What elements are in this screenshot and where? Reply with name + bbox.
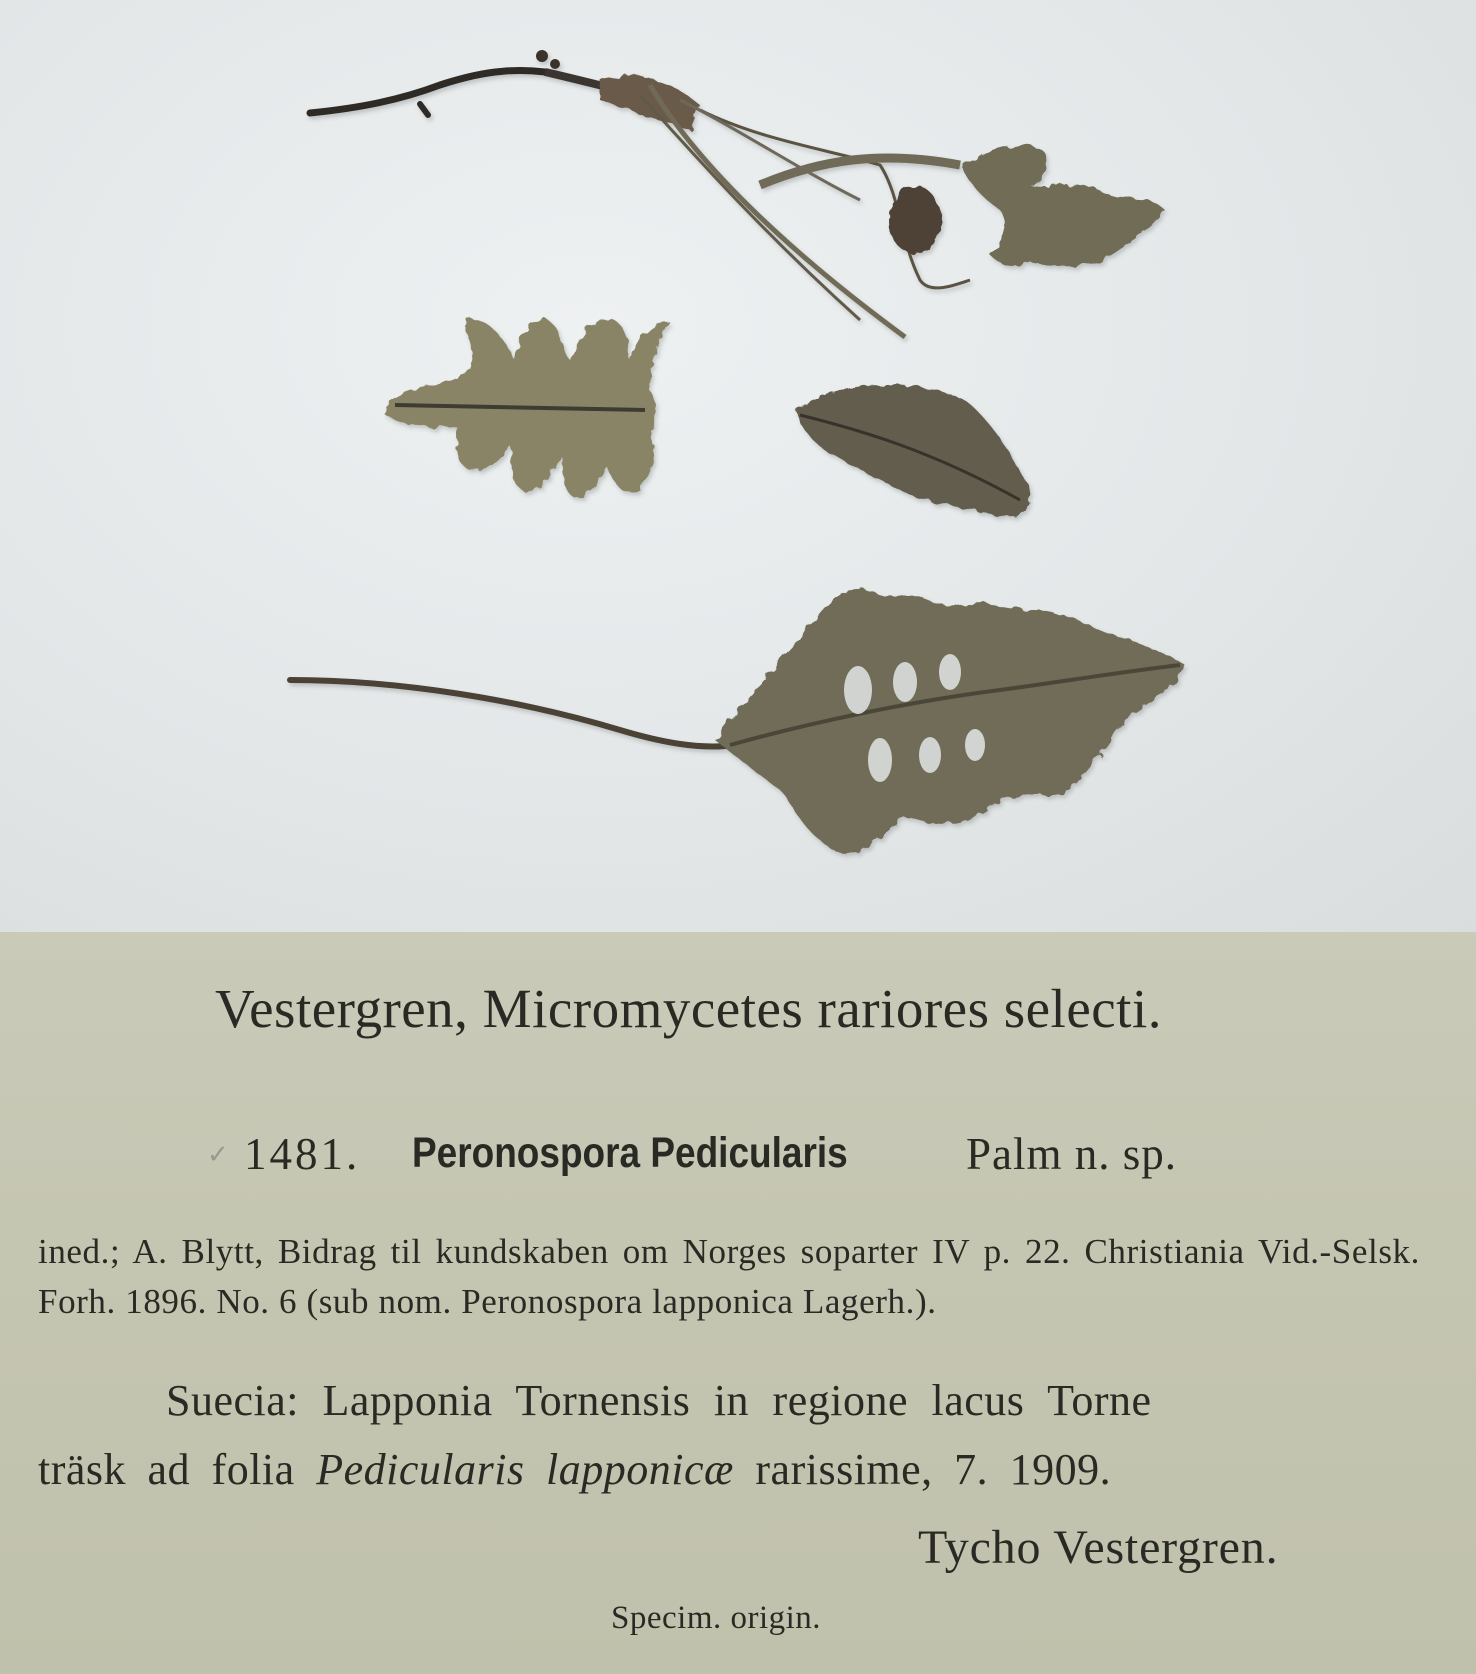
small-leaf-right xyxy=(795,384,1031,516)
specimen-note: Specim. origin. xyxy=(611,1600,822,1636)
locality-line-1: Suecia: Lapponia Tornensis in regione lacus Torne xyxy=(166,1376,1152,1425)
species-author: Palm n. sp. xyxy=(966,1129,1178,1179)
series-title: Vestergren, Micromycetes rariores selecti. xyxy=(215,978,1162,1039)
collector-name: Tycho Vestergren. xyxy=(918,1521,1279,1574)
printed-exsiccata-label xyxy=(0,932,1476,1674)
pinnate-leaf-left xyxy=(385,318,670,498)
large-leaf-with-petiole xyxy=(290,589,1185,854)
species-name: Peronospora Pedicularis xyxy=(412,1129,848,1177)
host-plant-name: Pedicularis lapponicæ xyxy=(316,1445,734,1494)
stem-with-flower-specimen xyxy=(310,50,1165,337)
locality-line-2-end: rarissime, 7. 1909. xyxy=(755,1445,1112,1494)
locality-line-2-start: träsk ad folia xyxy=(38,1445,295,1494)
species-number: 1481. xyxy=(244,1129,361,1179)
locality-line-2 xyxy=(38,1444,1111,1495)
check-mark: ✓ xyxy=(207,1140,229,1170)
literature-reference: ined.; A. Blytt, Bidrag til kundskaben om Norges soparter IV p. 22. Christiania Vid.-Selsk. Forh. 1896. No. 6 (sub nom. Peronospora lapponica Lagerh.). xyxy=(38,1232,1420,1321)
